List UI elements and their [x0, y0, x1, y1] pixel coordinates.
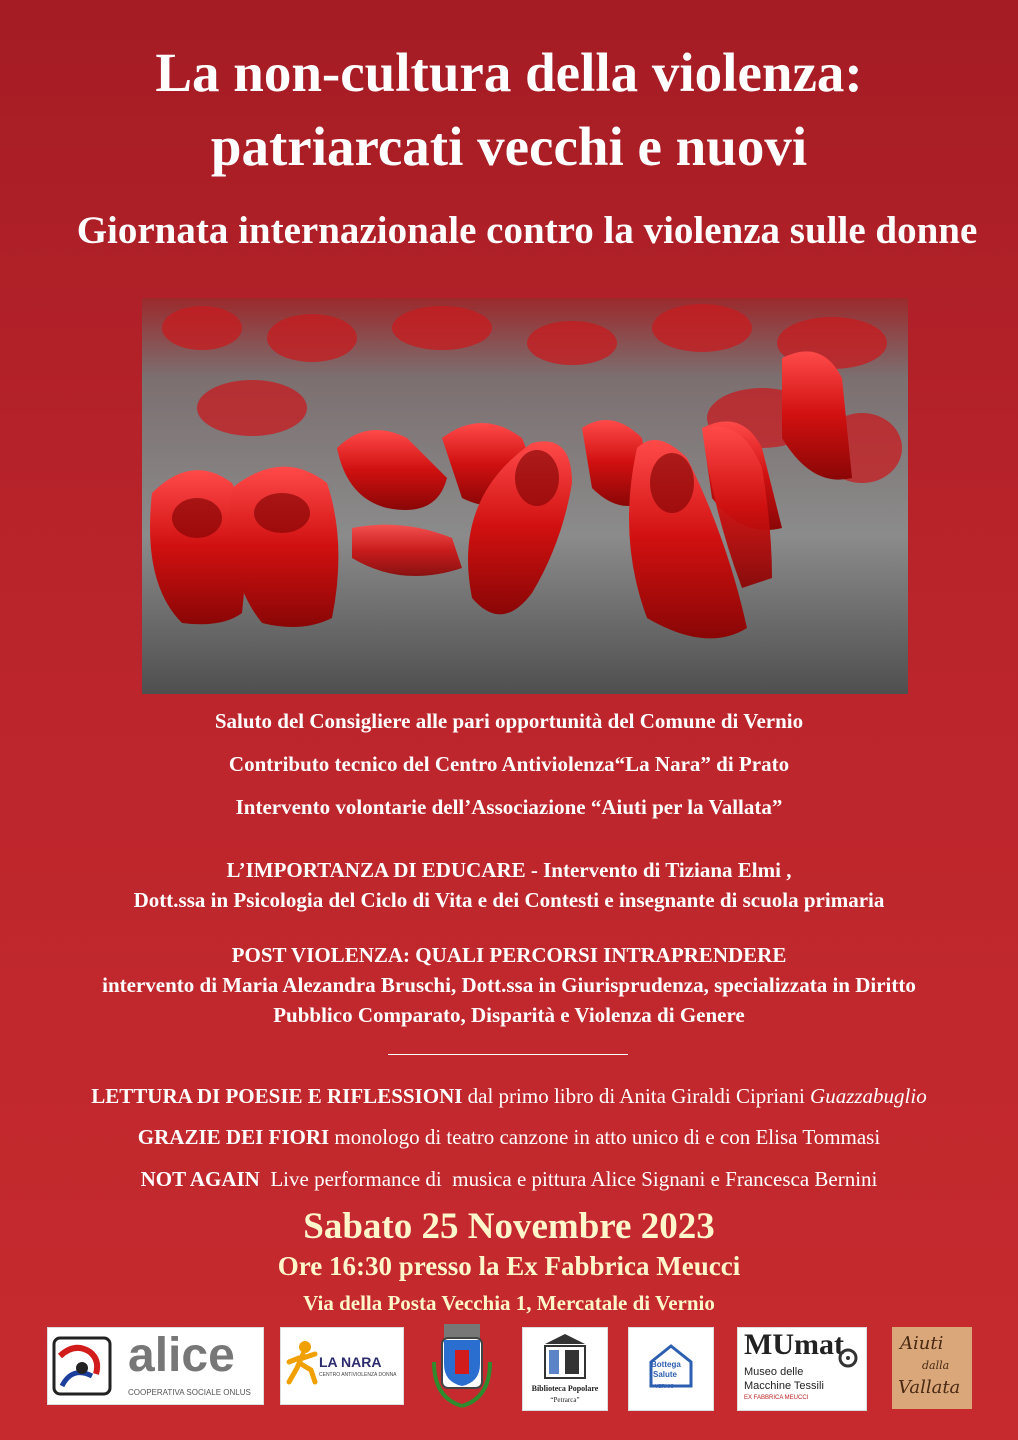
performance-1: LETTURA DI POESIE E RIFLESSIONI dal primo libro di Anita Giraldi Cipriani Guazzabuglio [91, 1084, 927, 1108]
program-line-1: Saluto del Consigliere alle pari opportunità del Comune di Vernio [214, 709, 804, 733]
biblioteca-name: “Petrarca” [550, 1396, 580, 1404]
biblioteca-logo [522, 1327, 608, 1411]
aiuti-vallata-logo [892, 1327, 972, 1409]
alice-logo-text: alice [128, 1329, 235, 1382]
talk2-speaker-line1: intervento di Maria Alezandra Bruschi, Dott.ssa in Giurisprudenza, specializzata in Diritto [102, 973, 916, 997]
aiuti-text-1: Aiuti [900, 1333, 944, 1354]
event-date: Sabato 25 Novembre 2023 [303, 1206, 715, 1247]
performance-2: GRAZIE DEI FIORI monologo di teatro canzone in atto unico di e con Elisa Tommasi [137, 1125, 881, 1149]
gear-icon [836, 1346, 860, 1370]
mumat-logo [737, 1327, 867, 1411]
bottega-text-3: VERNIO [655, 1384, 675, 1390]
talk1-title: L’IMPORTANZA DI EDUCARE - Intervento di Tiziana Elmi , [226, 858, 792, 882]
title-line-2: patriarcati vecchi e nuovi [210, 116, 808, 177]
biblioteca-text: Biblioteca Popolare [531, 1384, 599, 1393]
program-line-2: Contributo tecnico del Centro Antiviolenza“La Nara” di Prato [228, 752, 790, 776]
talk2-speaker-line2: Pubblico Comparato, Disparità e Violenza di Genere [273, 1003, 745, 1027]
mumat-line-3: EX FABBRICA MEUCCI [744, 1395, 809, 1401]
red-shoes-photo [142, 298, 908, 694]
bottega-text-1: Bottega [651, 1360, 681, 1369]
alice-logo [47, 1327, 264, 1405]
la-nara-logo [280, 1327, 404, 1405]
subtitle: Giornata internazionale contro la violenza sulle donne [76, 209, 978, 252]
mumat-text: MUmat [744, 1328, 844, 1361]
bottega-salute-logo [628, 1327, 714, 1411]
performance-3: NOT AGAIN Live performance di musica e pittura Alice Signani e Francesca Bernini [140, 1167, 878, 1191]
mumat-line-1: Museo delle [744, 1366, 804, 1378]
title-line-1: La non-cultura della violenza: [155, 42, 863, 103]
talk1-speaker: Dott.ssa in Psicologia del Ciclo di Vita e dei Contesti e insegnante di scuola primaria [133, 888, 885, 912]
aiuti-text-2: dalla [922, 1359, 950, 1372]
la-nara-subtext: CENTRO ANTIVIOLENZA DONNA [319, 1372, 397, 1378]
comune-crest-logo [428, 1322, 496, 1410]
talk2-title: POST VIOLENZA: QUALI PERCORSI INTRAPRENDERE [231, 943, 787, 967]
sponsor-logos [0, 1322, 1018, 1412]
crest-icon [428, 1322, 496, 1410]
event-time-place: Ore 16:30 presso la Ex Fabbrica Meucci [277, 1251, 741, 1281]
bottega-text-2: Salute [653, 1370, 678, 1379]
library-building-icon [535, 1332, 595, 1380]
la-nara-text: LA NARA [319, 1354, 382, 1370]
alice-logo-subtext: COOPERATIVA SOCIALE ONLUS [128, 1388, 251, 1397]
event-address: Via della Posta Vecchia 1, Mercatale di Vernio [303, 1291, 715, 1315]
mumat-line-2: Macchine Tessili [744, 1380, 824, 1392]
separator-line [388, 1054, 628, 1055]
alice-emblem-icon [52, 1336, 112, 1396]
aiuti-text-3: Vallata [898, 1377, 961, 1398]
program-line-3: Intervento volontarie dell’Associazione “Aiuti per la Vallata” [235, 795, 783, 819]
running-figure-icon [285, 1340, 321, 1386]
